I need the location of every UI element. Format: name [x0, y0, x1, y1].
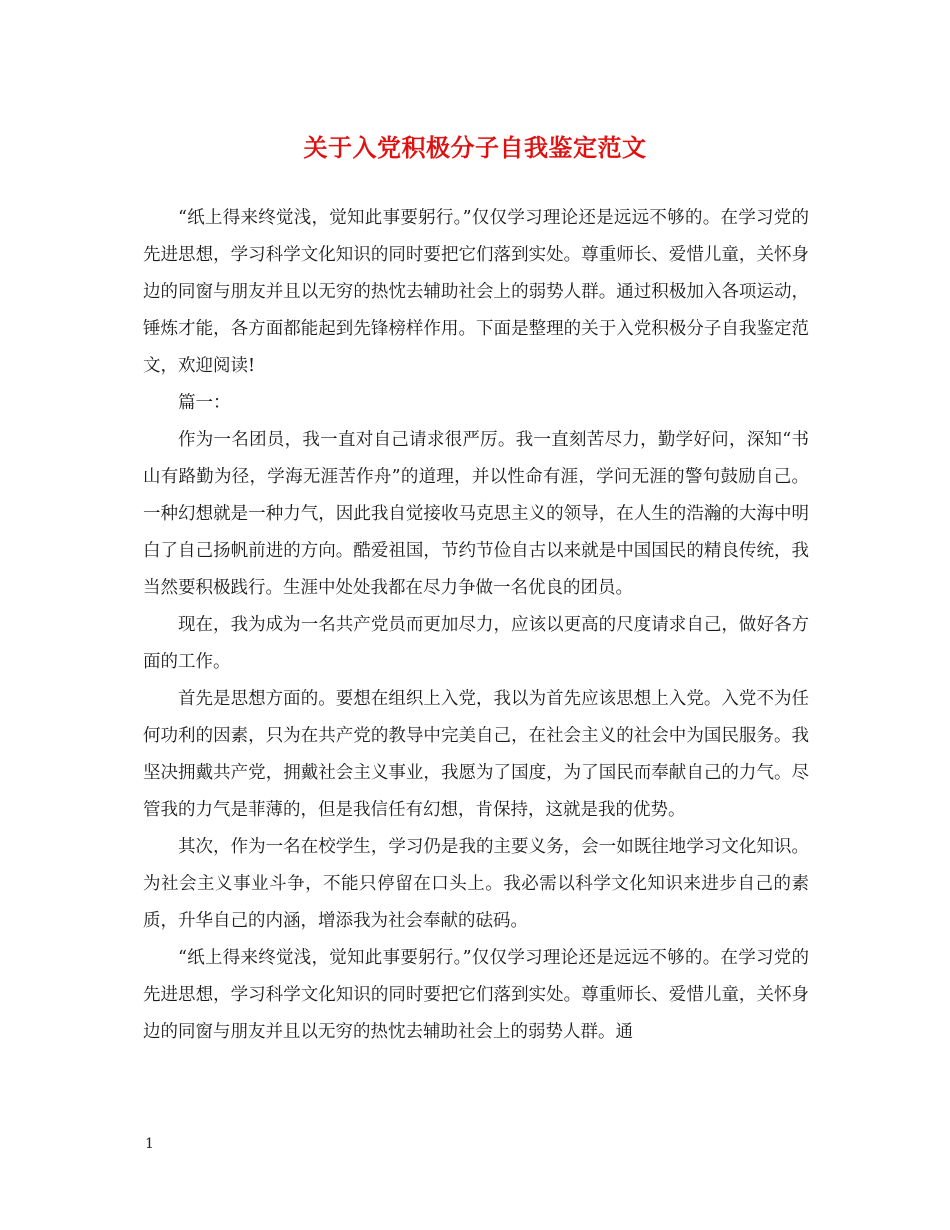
page-number: 1 [145, 1136, 154, 1152]
paragraph-intro: “纸上得来终觉浅，觉知此事要躬行。”仅仅学习理论还是远远不够的。在学习党的先进思想，学习科学文化知识的同时要把它们落到实处。尊重师长、爱惜儿童，关怀身边的同窗与朋友并且以无穷的热忱去辅助社会上的弱势人群。通过积极加入各项运动，锤炼才能，各方面都能起到先锋榜样作用。下面是整理的关于入党积极分子自我鉴定范文，欢迎阅读! [143, 208, 809, 376]
paragraph-now: 现在，我为成为一名共产党员而更加尽力，应该以更高的尺度请求自己，做好各方面的工作。 [143, 615, 809, 672]
paragraph-as-league-member: 作为一名团员，我一直对自己请求很严厉。我一直刻苦尽力，勤学好问，深知“书山有路勤为径，学海无涯苦作舟”的道理，并以性命有涯，学问无涯的警句鼓励自己。一种幻想就是一种力气，因此我自觉接收马克思主义的领导，在人生的浩瀚的大海中明白了自己扬帆前进的方向。酷爱祖国，节约节俭自古以来就是中国国民的精良传统，我当然要积极践行。生涯中处处我都在尽力争做一名优良的团员。 [143, 430, 809, 598]
document-body [143, 200, 809, 1051]
document-title: 关于入党积极分子自我鉴定范文 [303, 133, 647, 162]
paragraph-second-study: 其次，作为一名在校学生，学习仍是我的主要义务，会一如既往地学习文化知识。为社会主义事业斗争，不能只停留在口头上。我必需以科学文化知识来进步自己的素质，升华自己的内涵，增添我为社会奉献的砝码。 [143, 837, 809, 931]
paragraph-practice: “纸上得来终觉浅，觉知此事要躬行。”仅仅学习理论还是远远不够的。在学习党的先进思想，学习科学文化知识的同时要把它们落到实处。尊重师长、爱惜儿童，关怀身边的同窗与朋友并且以无穷的热忱去辅助社会上的弱势人群。通 [143, 948, 809, 1042]
paragraph-first-ideology: 首先是思想方面的。要想在组织上入党，我以为首先应该思想上入党。入党不为任何功利的因素，只为在共产党的教导中完美自己，在社会主义的社会中为国民服务。我坚决拥戴共产党，拥戴社会主义事业，我愿为了国度，为了国民而奉献自己的力气。尽管我的力气是菲薄的，但是我信任有幻想，肯保持，这就是我的优势。 [143, 689, 809, 820]
paragraph-section-heading: 篇一： [178, 393, 231, 413]
